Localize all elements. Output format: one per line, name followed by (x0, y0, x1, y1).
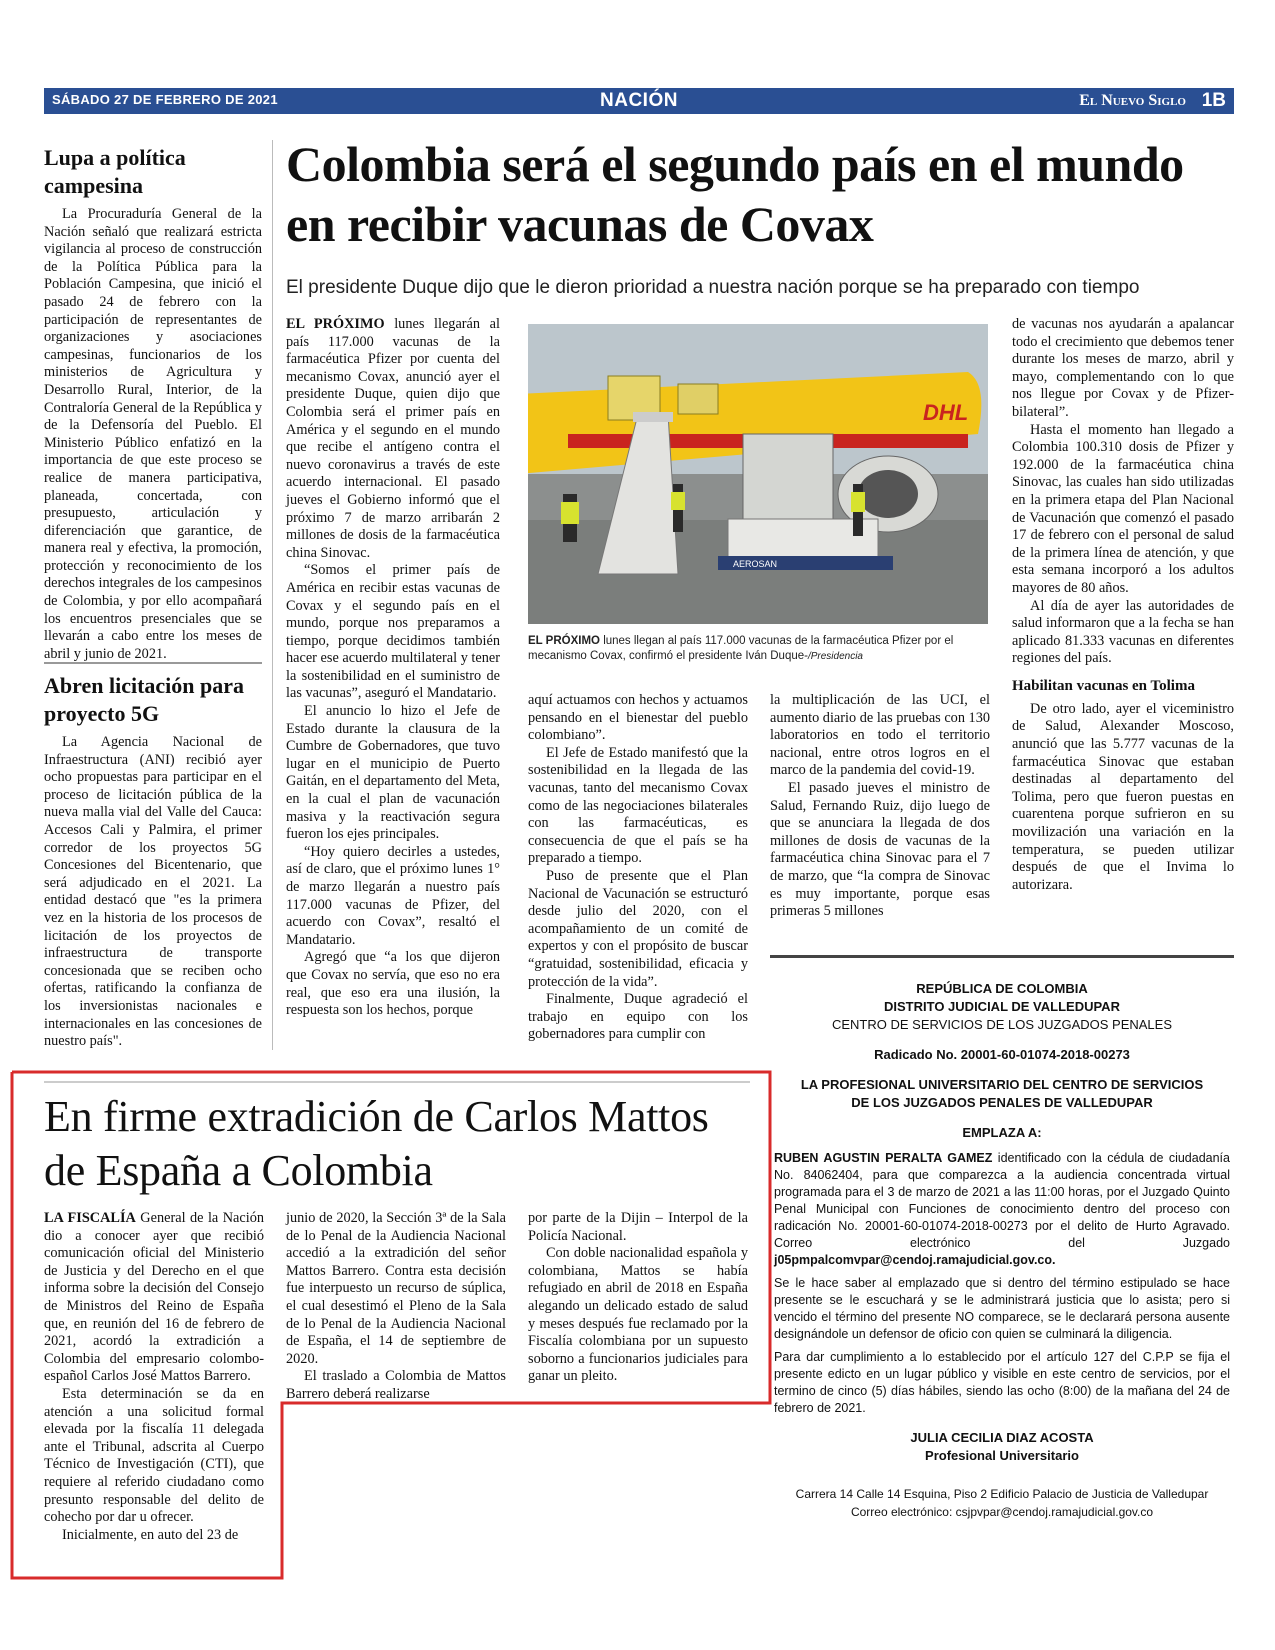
extradition-col2-p1: junio de 2020, la Sección 3ª de la Sala de lo Penal de la Audiencia Nacional accedió a la extradición del señor Mattos Barrero. Contra esta decisión fue interpuesto un recurso de súplica, el cual desestimó el Pleno de la Sala de lo Penal de la Audiencia Nacional de España, el 14 de septiembre de 2020. (286, 1210, 506, 1367)
sidebar-story-2-body: La Agencia Nacional de Infraestructura (ANI) recibió ayer ocho propuestas para participar en el proceso de licitación pública de la nueva malla vial del Valle del Cauca: Accesos Cali y Palmira, el primer corredor de los proyectos 5G Concesiones del Bicentenario, que será adjudicado en el 2021. La entidad destacó que "es la primera vez en la historia de los procesos de licitación de los proyectos de infraestructura de transporte concesionada que se reciben ocho ofertas, ratificando la confianza de los inversionistas nacionales e internacionales en las concesiones de nuestro país". (44, 734, 262, 1050)
main-col1-p4: “Hoy quiero decirles a ustedes, así de claro, que el próximo lunes 1° de marzo llegarán a nuestro país 117.000 vacunas de Pfizer, del acuerdo con Covax”, resaltó el Mandatario. (286, 843, 500, 948)
sidebar-story-1-body: La Procuraduría General de la Nación señaló que realizará estricta vigilancia al proceso de construcción de la Política Pública para la Población Campesina, que inició el pasado 24 de febrero con la participación de representantes de organizaciones y asociaciones campesinas, funcionarios de los ministerios de Agricultura y Desarrollo Rural, Interior, de la Contraloría General de la República y de la Defensoría del Pueblo. El Ministerio Público enfatizó en la importancia de que este proceso se realice de manera participativa, planeada, concertada, con presupuesto, articulación y diferenciación que garantice, de manera real y efectiva, la promoción, protección y reconocimiento de los derechos integrales de los campesinos de Colombia, y por ello acompañará los encuentros presenciales que se llevarán a cabo entre los meses de abril y junio de 2021. (44, 206, 262, 662)
main-col4-p4: De otro lado, ayer el viceministro de Salud, Alexander Moscoso, anunció que las 5.777 vacunas de la farmacéutica Sinovac que estaban destinadas al departamento del Tolima, pero que fueron puestas en cuarentena porque sufrieron en su movilización una variación en la temperatura, se pueden utilizar después de que el Invima lo autorizara. (1012, 700, 1234, 893)
main-col2-p2: El Jefe de Estado manifestó que la sostenibilidad en la llegada de las vacunas, tanto del mecanismo Covax como de las negociaciones bilaterales con las farmacéuticas, es consecuencia de que el país se ha preparado a tiempo. (528, 744, 748, 867)
main-deck: El presidente Duque dijo que le dieron prioridad a nuestra nación porque se ha preparado con tiempo (286, 277, 1140, 298)
extradition-column-1 (44, 1210, 264, 1544)
extradition-column-3 (528, 1210, 748, 1386)
main-col2-p3: Puso de presente que el Plan Nacional de Vacunación se estructuró desde julio del 2020, con el acompañamiento de un comité de expertos y con el propósito de buscar “gratuidad, sostenibilidad, eficacia y protección de la vida”. (528, 867, 748, 990)
main-col2-p4: Finalmente, Duque agradeció el trabajo en equipo con los gobernadores para cumplir con (528, 991, 748, 1043)
legal-district: DISTRITO JUDICIAL DE VALLEDUPAR (884, 999, 1120, 1014)
legal-radicado: Radicado No. 20001-60-01074-2018-00273 (874, 1047, 1130, 1062)
main-col4-p3: Al día de ayer las autoridades de salud informaron que a la fecha se han aplicado 81.333 vacunas en diferentes regiones del país. (1012, 597, 1234, 667)
extradition-column-2 (286, 1210, 506, 1404)
extradition-col3-p2: Con doble nacionalidad española y colombiana, Mattos se había refugiado en abril de 2018 en España alegando un delicado estado de salud y meses después fue reclamado por la Fiscalía colombiana por un supuesto soborno a funcionarios judiciales para ganar un pleito. (528, 1245, 748, 1385)
legal-center: CENTRO DE SERVICIOS DE LOS JUZGADOS PENALES (831, 1017, 1172, 1032)
legal-issuer: LA PROFESIONAL UNIVERSITARIO DEL CENTRO DE SERVICIOS DE LOS JUZGADOS PENALES DE VALLEDUPAR (800, 1077, 1204, 1110)
legal-paragraph-3: Para dar cumplimiento a lo establecido por el artículo 127 del C.P.P se fija el presente edicto en un lugar público y visible en este centro de servicios, por el termino de cinco (5) días hábiles, siendo las ocho (8:00) de la mañana del 24 de febrero de 2021. (774, 1350, 1230, 1415)
extradition-col2-p2: El traslado a Colombia de Mattos Barrero deberá realizarse (286, 1368, 506, 1402)
legal-emplaza: EMPLAZA A: (962, 1125, 1042, 1140)
issue-date: SÁBADO 27 DE FEBRERO DE 2021 (52, 92, 278, 107)
main-col4-p2: Hasta el momento han llegado a Colombia 100.310 dosis de Pfizer y 192.000 de la farmacéutica china Sinovac, las cuales han sido utilizadas en la primera etapa del Plan Nacional de Vacunación que comenzó el pasado 17 de febrero con el personal de salud de la primera línea de atención, y que esta semana incorporó a los adultos mayores de 80 años. (1012, 421, 1234, 596)
legal-court-email: j05pmpalcomvpar@cendoj.ramajudicial.gov.co. (774, 1253, 1056, 1267)
legal-paragraph-2: Se le hace saber al emplazado que si dentro del término estipulado se hace presente se le escuchará y se le administrará justicia que lo asista; pero si vencido el término del presente NO comparece, se le declarará persona ausente designándole un defensor de oficio con quien se culminará la diligencia. (774, 1276, 1230, 1341)
main-col1-p1: lunes llegarán al país 117.000 vacunas de la farmacéutica Pfizer por cuenta del mecanismo Covax, anunció ayer el presidente Duque, quien dijo que Colombia será el primer país en América y el segundo en el mundo que recibe el antígeno contra el nuevo coronavirus a través de este acuerdo internacional. El pasado jueves el Gobierno informó que el próximo 7 de marzo arribarán 2 millones de dosis de la farmacéutica china Sinovac. (286, 316, 500, 561)
photo-credit: /Presidencia (807, 651, 863, 662)
legal-signer: JULIA CECILIA DIAZ ACOSTA (910, 1430, 1094, 1445)
newspaper-name: El Nuevo Siglo (1079, 92, 1186, 109)
main-col1-p2: “Somos el primer país de América en recibir estas vacunas de Covax y el segundo país en el mundo, porque nos preparamos a tiempo, porque decidimos también hacer ese acuerdo multilateral y tener la sostenibilidad en el suministro de las vacunas”, aseguró el Mandatario. (286, 562, 500, 702)
extradition-lead-in: LA FISCALÍA (44, 1210, 136, 1226)
main-col1-p5: Agregó que “a los que dijeron que Covax no servía, que eso no era real, que eso era una ilusión, la respuesta son los hechos, porque (286, 949, 500, 1019)
extradition-col1-p1: General de la Nación dio a conocer ayer que recibió comunicación oficial del Ministerio de Justicia y del Derecho en el que informa sobre la decisión del Consejo de Ministros del Reino de España que, en reunión del 16 de febrero de 2021, acordó la extradición a Colombia del empresario colombo-español Carlos José Mattos Barrero. (44, 1210, 265, 1385)
main-col4-p1: de vacunas nos ayudarán a apalancar todo el crecimiento que debemos tener durante los meses de marzo, abril y mayo, complementando con lo que nos llegue por Covax y de Pfizer-bilateral”. (1012, 316, 1234, 420)
legal-person-name: RUBEN AGUSTIN PERALTA GAMEZ (774, 1151, 993, 1165)
legal-signer-title: Profesional Universitario (925, 1448, 1079, 1463)
legal-contact-email: Correo electrónico: csjpvpar@cendoj.ramajudicial.gov.co (850, 1505, 1154, 1519)
main-col1-p3: El anuncio lo hizo el Jefe de Estado durante la clausura de la Cumbre de Gobernadores, que tuvo lugar en el municipio de Puerto Gaitán, en el departamento del Meta, en la cual el plan de vacunación masiva y la reactivación segura fueron los ejes principales. (286, 703, 500, 843)
aerosan-logo: AEROSAN (733, 559, 778, 569)
main-headline: Colombia será el segundo país en el mundo en recibir vacunas de Covax (286, 136, 1184, 252)
main-lead-in: EL PRÓXIMO (286, 316, 385, 332)
main-col3-p1: la multiplicación de las UCI, el aumento diario de las pruebas con 130 laboratorios en todo el territorio nacional, entre otros logros en el marco de la pandemia del covid-19. (770, 692, 990, 779)
extradition-col1-p3: Inicialmente, en auto del 23 de (62, 1526, 239, 1543)
extradition-col1-p2: Esta determinación se da en atención a una solicitud formal elevada por la fiscalía 11 delegada ante el Tribunal, adscrita al Cuerpo Técnico de Investigación (CTI), que requiere al referido ciudadano como presunto responsable del delito de cohecho por dar u ofrecer. (44, 1385, 264, 1526)
extradition-col3-p1: por parte de la Dijin – Interpol de la Policía Nacional. (528, 1210, 748, 1244)
main-col4-subhead: Habilitan vacunas en Tolima (1012, 677, 1195, 694)
legal-paragraph-1 (770, 1150, 1234, 1269)
section-name: NACIÓN (600, 90, 678, 111)
dhl-logo: DHL (923, 400, 969, 425)
sidebar-story-1-title: Lupa a política campesina (44, 145, 186, 198)
legal-address: Carrera 14 Calle 14 Esquina, Piso 2 Edificio Palacio de Justicia de Valledupar (795, 1487, 1209, 1501)
main-col2-p1: aquí actuamos con hechos y actuamos pensando en el bienestar del pueblo colombiano”. (528, 692, 748, 744)
caption-text: lunes llegan al país 117.000 vacunas de la farmacéutica Pfizer por el mecanismo Covax, confirmó el presidente Iván Duque- (528, 635, 954, 662)
page-number: 1B (1201, 90, 1226, 111)
legal-p1-text: identificado con la cédula de ciudadanía No. 84062404, para que comparezca a la audiencia concentrada virtual programada para el 3 de marzo de 2021 a las 11:00 horas, por el Juzgado Quinto Penal Municipal con Funciones de conocimiento dentro del proceso con radicación No. 20001-60-01074-2018-00273 por el delito de Hurto Agravado. Correo electrónico del Juzgado (774, 1151, 1230, 1250)
legal-notice-box (770, 955, 1234, 1536)
sidebar-story-2-title: Abren licitación para proyecto 5G (44, 673, 245, 726)
main-col3-p2: El pasado jueves el ministro de Salud, Fernando Ruiz, dijo luego de que se anunciara la llegada de dos millones de dosis de vacunas de la farmacéutica china Sinovac para el 7 de marzo, que “la compra de Sinovac es muy importante, porque esas primeras 5 millones (770, 779, 990, 920)
legal-republic: REPÚBLICA DE COLOMBIA (916, 981, 1088, 996)
caption-lead: EL PRÓXIMO (528, 635, 600, 647)
extradition-headline: En firme extradición de Carlos Mattos de España a Colombia (44, 1092, 709, 1195)
